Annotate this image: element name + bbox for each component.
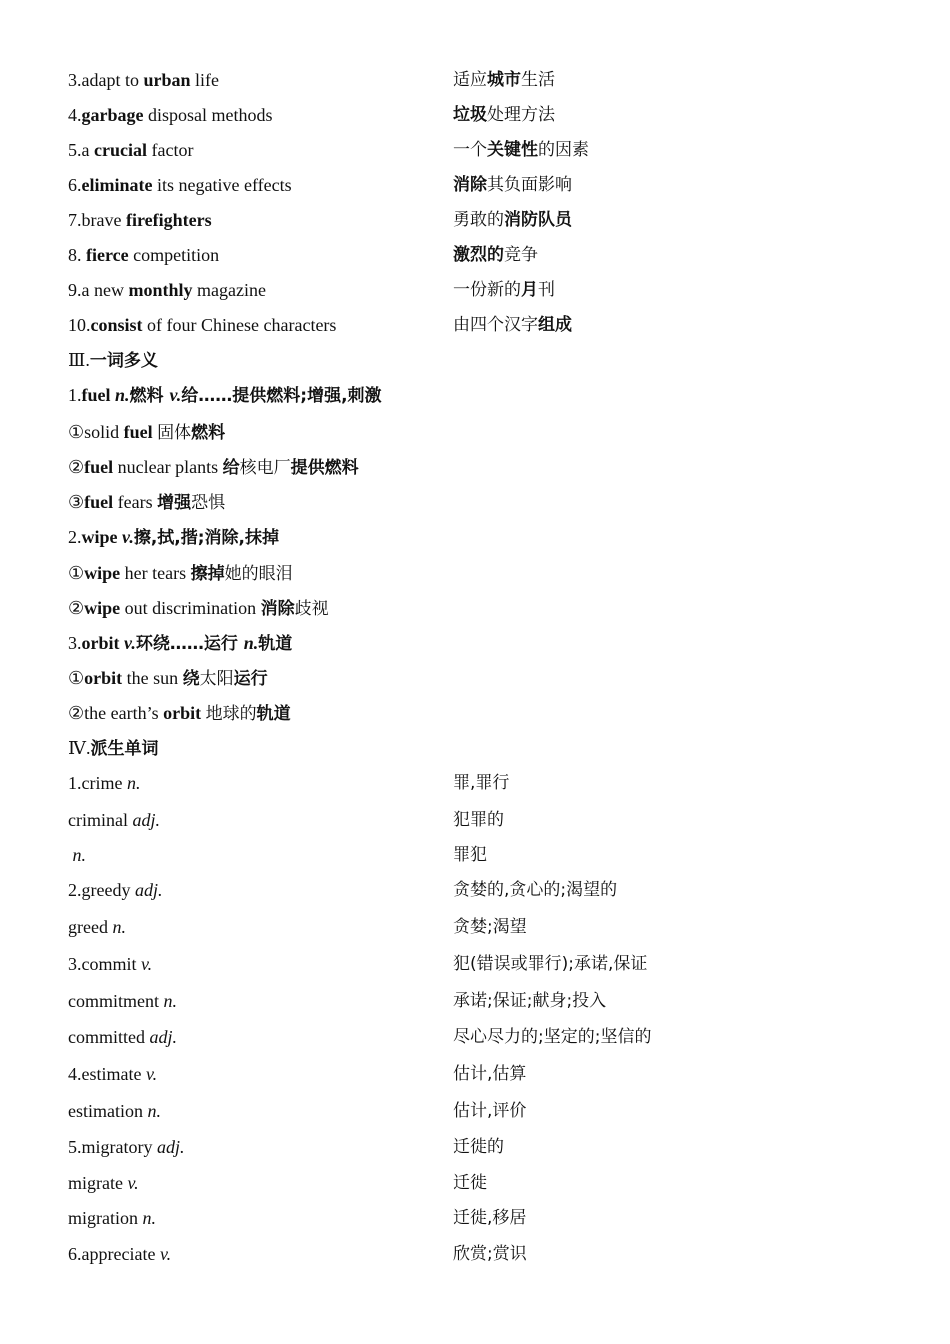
derived-word-meaning: 犯罪的 (453, 810, 504, 830)
derived-word-meaning: 贪婪的,贪心的;渴望的 (453, 880, 618, 900)
derived-word-meaning: 贪婪;渴望 (453, 917, 527, 937)
phrase-translation-10: 由四个汉字组成 (453, 315, 572, 335)
phrase-row-5: 5.a crucial factor (68, 140, 194, 160)
section-heading-polysemy: Ⅲ.一词多义 (68, 350, 158, 371)
phrase-row-7: 7.brave firefighters (68, 210, 212, 230)
phrase-row-4: 4.garbage disposal methods (68, 105, 273, 125)
derived-word-row: greed n. (68, 917, 126, 937)
derived-word-meaning: 估计,估算 (453, 1064, 527, 1084)
derived-word-meaning: 罪,罪行 (453, 773, 510, 793)
phrase-translation-6: 消除其负面影响 (453, 175, 572, 195)
phrase-row-10: 10.consist of four Chinese characters (68, 315, 337, 335)
phrase-row-6: 6.eliminate its negative effects (68, 175, 292, 195)
derived-word-row: n. (72, 845, 86, 865)
phrase-row-8: 8. fierce competition (68, 245, 220, 265)
derived-word-meaning: 迁徙,移居 (453, 1208, 527, 1228)
derived-word-row: estimation n. (68, 1101, 161, 1121)
derived-word-row: 5.migratory adj. (68, 1137, 185, 1157)
phrase-row-9: 9.a new monthly magazine (68, 280, 266, 300)
example-wipe-2: ②wipe out discrimination 消除歧视 (68, 598, 329, 619)
phrase-translation-4: 垃圾处理方法 (453, 105, 555, 125)
word-entry-wipe: 2.wipe v.擦,拭,揩;消除,抹掉 (68, 527, 280, 548)
derived-word-meaning: 罪犯 (453, 845, 487, 865)
example-fuel-3: ③fuel fears 增强恐惧 (68, 492, 226, 513)
derived-word-meaning: 犯(错误或罪行);承诺,保证 (453, 954, 648, 974)
example-fuel-1: ①solid fuel 固体燃料 (68, 422, 226, 443)
derived-word-meaning: 迁徙 (453, 1173, 487, 1193)
derived-word-row: criminal adj. (68, 810, 160, 830)
phrase-translation-9: 一份新的月刊 (453, 280, 555, 300)
example-orbit-1: ①orbit the sun 绕太阳运行 (68, 668, 268, 689)
derived-word-row: migrate v. (68, 1173, 139, 1193)
derived-word-meaning: 估计,评价 (453, 1101, 527, 1121)
derived-word-row: 6.appreciate v. (68, 1244, 172, 1264)
derived-word-row: 4.estimate v. (68, 1064, 158, 1084)
word-entry-fuel: 1.fuel n.燃料 v.给……提供燃料;增强,刺激 (68, 385, 382, 406)
phrase-translation-8: 激烈的竞争 (453, 245, 538, 265)
example-orbit-2: ②the earth’s orbit 地球的轨道 (68, 703, 291, 724)
example-fuel-2: ②fuel nuclear plants 给核电厂提供燃料 (68, 457, 359, 478)
example-wipe-1: ①wipe her tears 擦掉她的眼泪 (68, 563, 293, 584)
derived-word-row: committed adj. (68, 1027, 177, 1047)
derived-word-row: 1.crime n. (68, 773, 141, 793)
derived-word-row: migration n. (68, 1208, 156, 1228)
derived-word-meaning: 欣赏;赏识 (453, 1244, 527, 1264)
derived-word-row: 3.commit v. (68, 954, 153, 974)
derived-word-row: 2.greedy adj. (68, 880, 163, 900)
section-heading-derived-words: Ⅳ.派生单词 (68, 738, 159, 759)
phrase-translation-5: 一个关键性的因素 (453, 140, 589, 160)
phrase-translation-7: 勇敢的消防队员 (453, 210, 572, 230)
derived-word-meaning: 迁徙的 (453, 1137, 504, 1157)
word-entry-orbit: 3.orbit v.环绕……运行 n.轨道 (68, 633, 293, 654)
derived-word-meaning: 承诺;保证;献身;投入 (453, 991, 607, 1011)
derived-word-meaning: 尽心尽力的;坚定的;坚信的 (453, 1027, 652, 1047)
phrase-translation-3: 适应城市生活 (453, 70, 555, 90)
phrase-row-3: 3.adapt to urban life (68, 70, 220, 90)
derived-word-row: commitment n. (68, 991, 177, 1011)
